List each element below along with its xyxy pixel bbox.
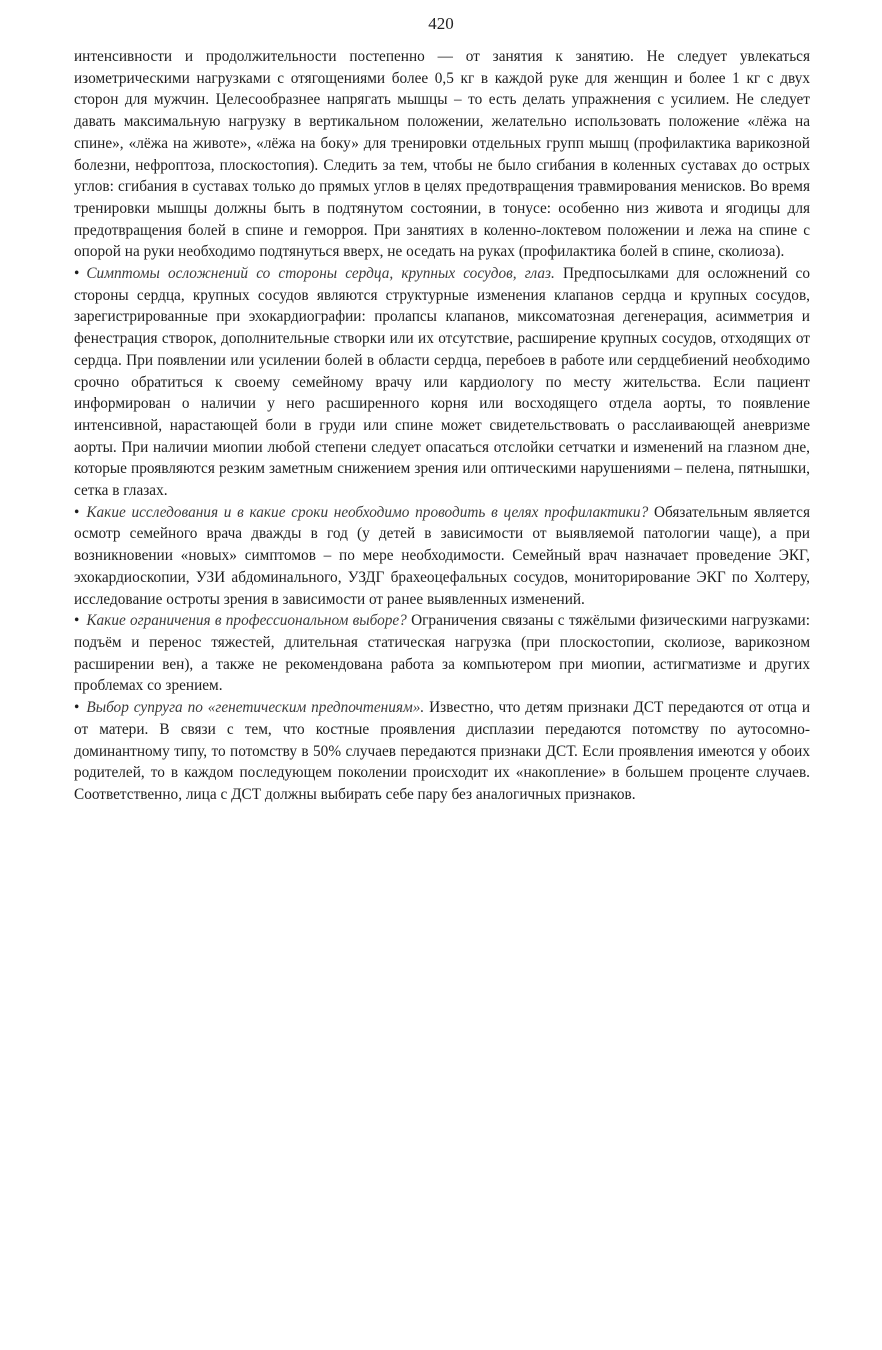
- page-number: 420: [428, 14, 454, 33]
- page-body: [74, 46, 810, 806]
- bullet-text: Ограничения связаны с тяжёлыми физическими нагрузками: подъём и перенос тяжестей, длительная статическая нагрузка (при плоскостопии, сколиозе, варикозном расширении вен), а также не рекомендована работа за компьютером при миопии, астигматизме и других проблемах со зрением.: [74, 612, 810, 695]
- bullet-icon: •: [74, 612, 80, 630]
- bullet-paragraph-profession: [74, 610, 810, 697]
- bullet-heading: Выбор супруга по «генетическим предпочтениям».: [86, 699, 425, 717]
- bullet-paragraph-heart-symptoms: [74, 263, 810, 502]
- bullet-text: Известно, что детям признаки ДСТ передаются от отца и от матери. В связи с тем, что костные проявления дисплазии передаются потомству по аутосомно-доминантному типу, то потомству в 50% случаев передаются признаки ДСТ. Если проявления имеются у обоих родителей, то в каждом последующем поколении происходит их «накопление» в большем проценте случаев. Соответственно, лица с ДСТ должны выбирать себе пару без аналогичных признаков.: [74, 699, 811, 803]
- bullet-heading: Симптомы осложнений со стороны сердца, крупных сосудов, глаз.: [86, 265, 555, 283]
- intro-paragraph: интенсивности и продолжительности постепенно — от занятия к занятию. Не следует увлекаться изометрическими нагрузками с отягощениями более 0,5 кг в каждой руке для женщин и более 1 кг с двух сторон для мужчин. Целесообразнее напрягать мышцы – то есть делать упражнения с усилием. Не следует давать максимальную нагрузку в вертикальном положении, желательно использовать положение «лёжа на спине», «лёжа на животе», «лёжа на боку» для тренировки отдельных групп мышц (профилактика варикозной болезни, нефроптоза, плоскостопия). Следить за тем, чтобы не было сгибания в коленных суставах до острых углов: сгибания в суставах только до прямых углов в целях предотвращения травмирования менисков. Во время тренировки мышцы должны быть в подтянутом состоянии, в тонусе: особенно низ живота и ягодицы для предотвращения болей в спине и геморроя. При занятиях в коленно-локтевом положении и лежа на спине с опорой на руки необходимо подтянуться вверх, не оседать на руках (профилактика болей в спине, сколиоза).: [74, 48, 810, 261]
- bullet-heading: Какие исследования и в какие сроки необходимо проводить в целях профилактики?: [86, 503, 649, 521]
- bullet-icon: •: [74, 265, 80, 283]
- bullet-icon: •: [74, 699, 80, 717]
- bullet-icon: •: [74, 503, 80, 521]
- bullet-text: Обязательным является осмотр семейного врача дважды в год (у детей в зависимости от выявляемой патологии чаще), а при возникновении «новых» симптомов – по мере необходимости. Семейный врач назначает проведение ЭКГ, эхокардиоскопии, УЗИ абдоминального, УЗДГ брахеоцефальных сосудов, мониторирование ЭКГ по Холтеру, исследование остроты зрения в зависимости от ранее выявленных изменений.: [74, 503, 811, 608]
- bullet-paragraph-examinations: [74, 502, 810, 611]
- bullet-text: Предпосылками для осложнений со стороны сердца, крупных сосудов являются структурные изменения клапанов сердца и крупных сосудов, зарегистрированные при эхокардиографии: пролапсы клапанов, миксоматозная дегенерация, асимметрия и фенестрация створок, дополнительные створки или их отсутствие, расширение крупных сосудов, отходящих от сердца. При появлении или усилении болей в области сердца, перебоев в работе или сердцебиений необходимо срочно обратиться к своему семейному врачу или кардиологу по месту жительства. Если пациент информирован о наличии у него расширенного корня или восходящего отдела аорты, то появление интенсивной, нарастающей боли в груди или спине может свидетельствовать о расслаивающей аневризме аорты. При наличии миопии любой степени следует опасаться отслойки сетчатки и изменений на глазном дне, которые проявляются резким заметным снижением зрения или оптическими нарушениями – пелена, пятнышки, сетка в глазах.: [74, 265, 810, 500]
- bullet-paragraph-spouse: [74, 697, 810, 806]
- bullet-heading: Какие ограничения в профессиональном выборе?: [86, 612, 407, 630]
